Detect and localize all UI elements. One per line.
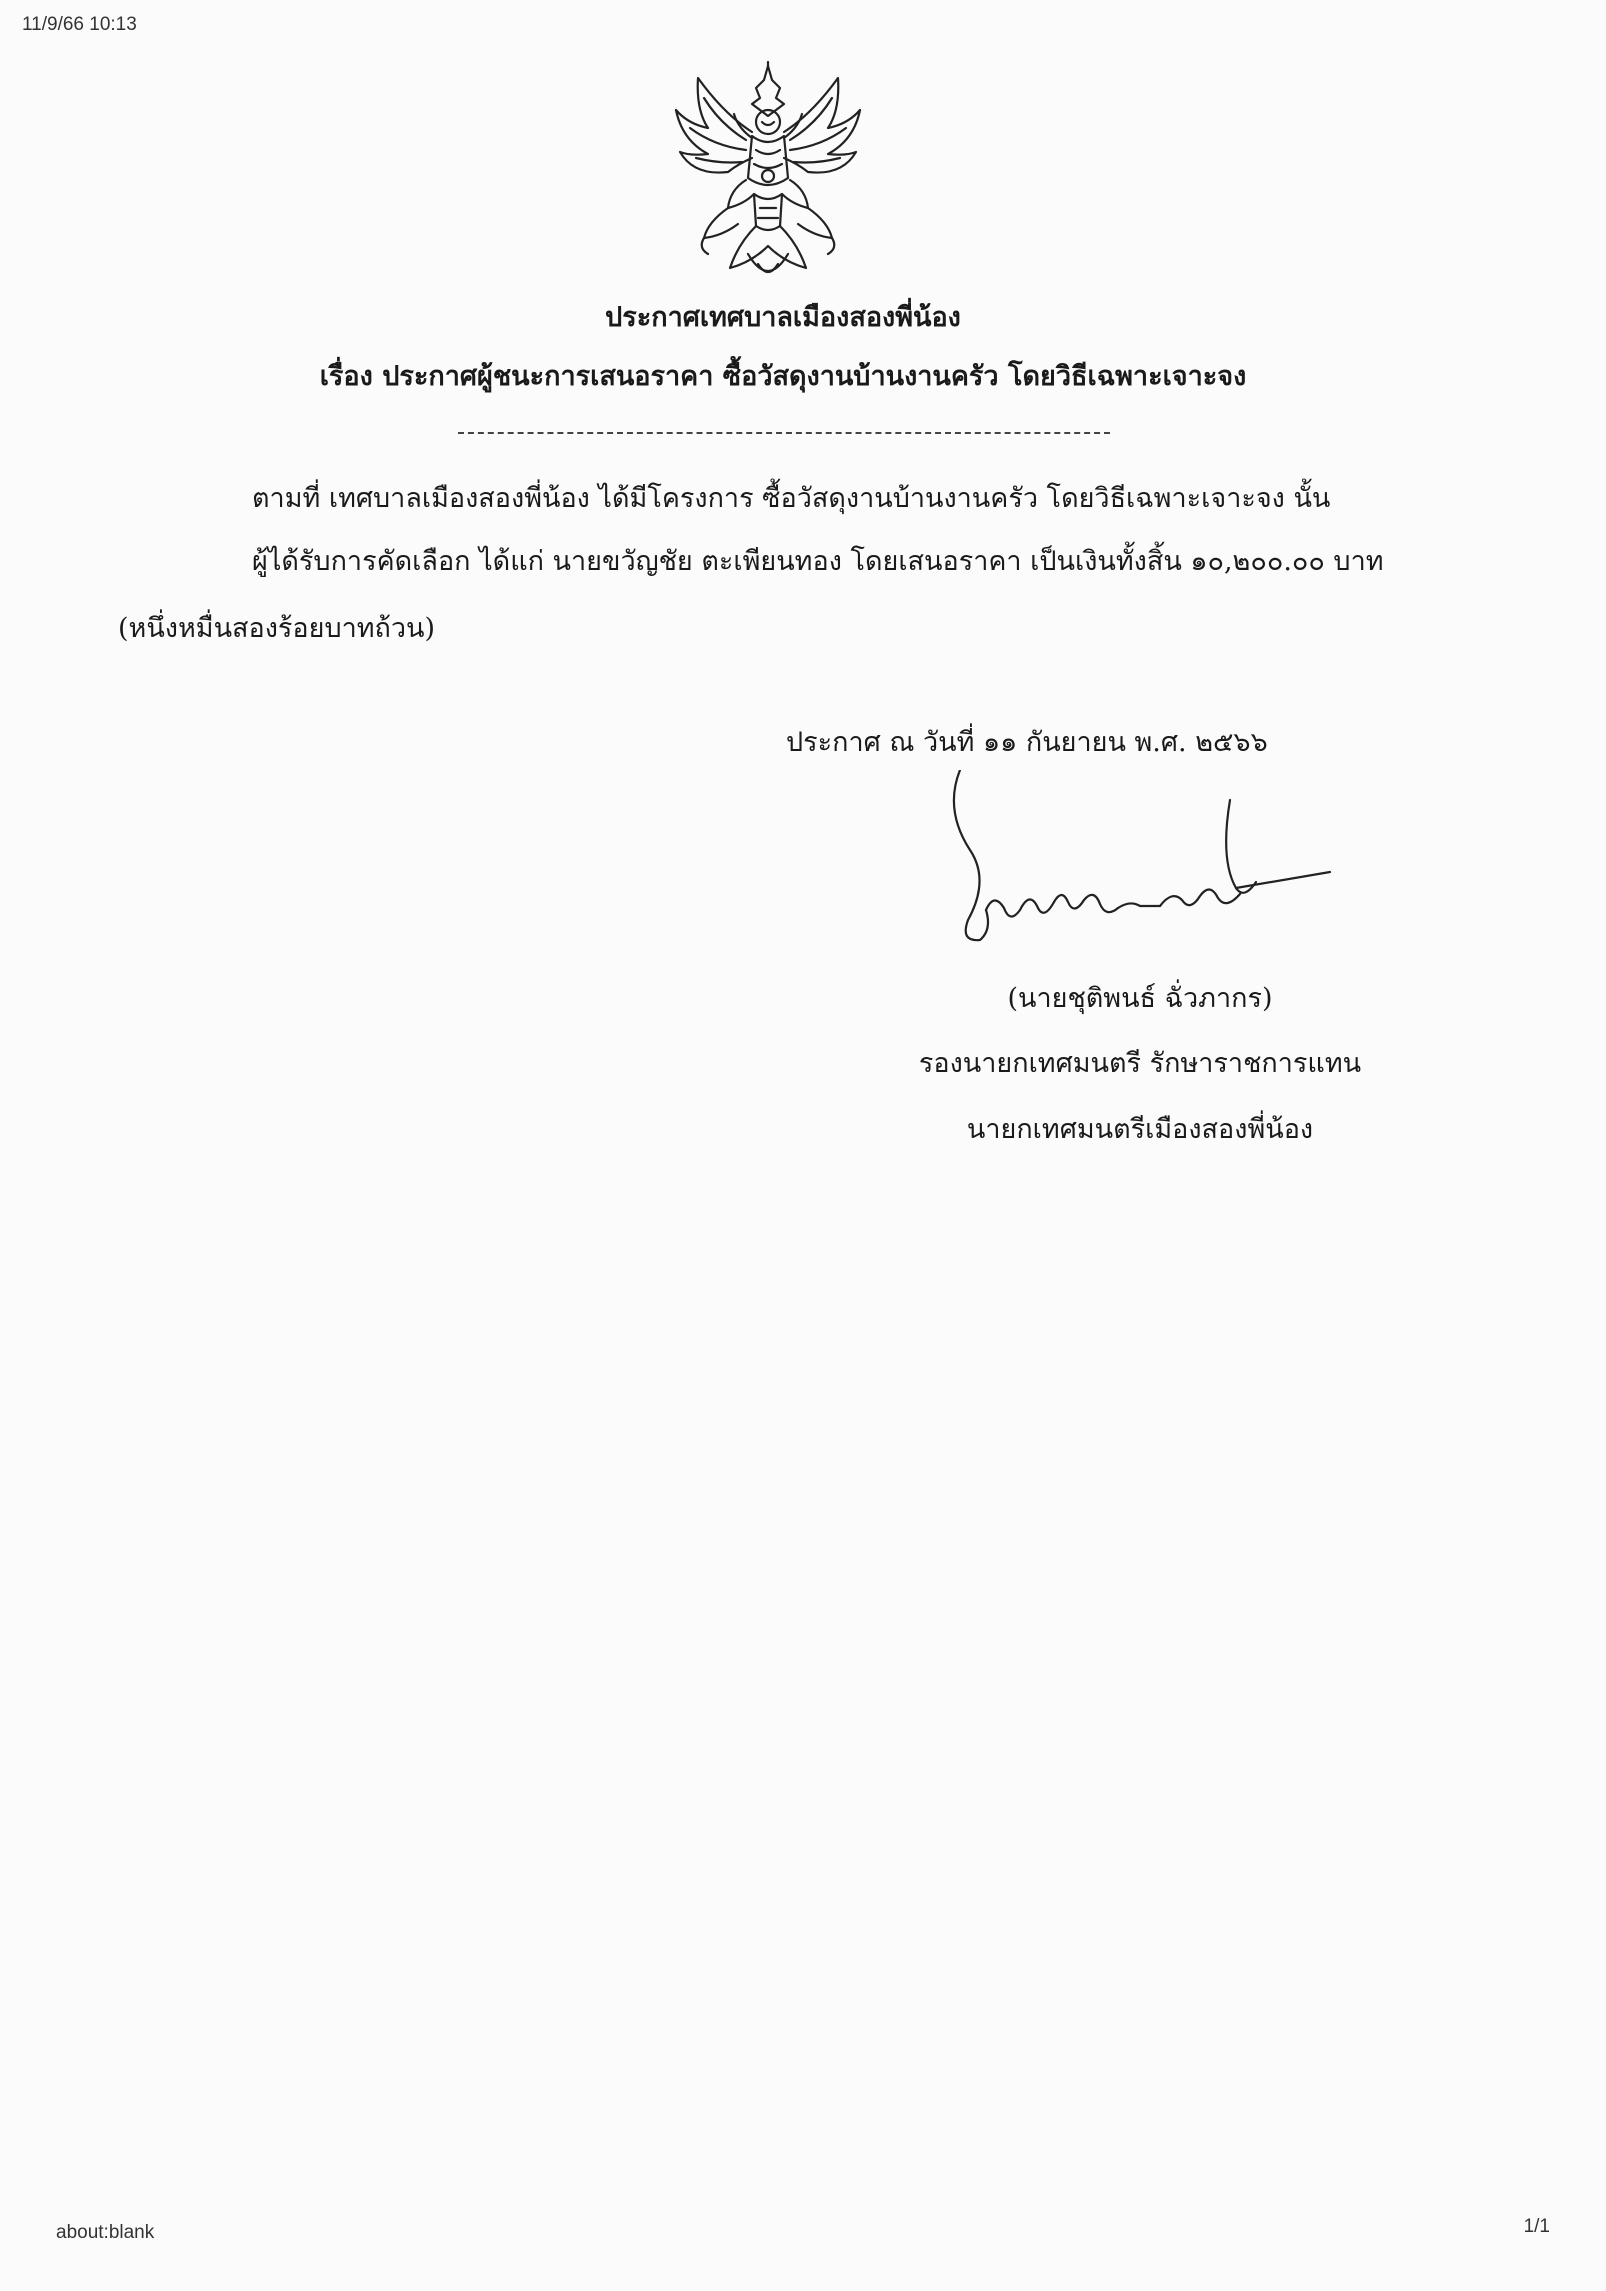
signer-title-line-1: รองนายกเทศมนตรี รักษาราชการแทน xyxy=(918,1048,1362,1079)
garuda-emblem-icon xyxy=(668,58,868,294)
signer-name: (นายชุติพนธ์ ฉั่วภากร) xyxy=(1007,983,1273,1014)
announcement-date: ประกาศ ณ วันที่ ๑๑ กันยายน พ.ศ. ๒๕๖๖ xyxy=(786,727,1268,758)
handwritten-signature xyxy=(950,770,1350,970)
announcement-title: ประกาศเทศบาลเมืองสองพี่น้อง xyxy=(605,302,961,333)
print-timestamp: 11/9/66 10:13 xyxy=(22,14,137,35)
announcement-subject: เรื่อง ประกาศผู้ชนะการเสนอราคา ซื้อวัสดุงานบ้านงานครัว โดยวิธีเฉพาะเจาะจง xyxy=(319,361,1247,392)
print-footer-page-number: 1/1 xyxy=(1523,2216,1550,2237)
separator-line xyxy=(458,432,1110,434)
print-footer-url: about:blank xyxy=(56,2222,155,2243)
body-paragraph-line-2: ผู้ได้รับการคัดเลือก ได้แก่ นายขวัญชัย ตะเพียนทอง โดยเสนอราคา เป็นเงินทั้งสิ้น ๑๐,๒๐๐.๐๐ บาท xyxy=(252,546,1384,577)
signer-title-line-2: นายกเทศมนตรีเมืองสองพี่น้อง xyxy=(966,1114,1314,1145)
body-paragraph-line-1: ตามที่ เทศบาลเมืองสองพี่น้อง ได้มีโครงการ ซื้อวัสดุงานบ้านงานครัว โดยวิธีเฉพาะเจาะจง นั้น xyxy=(252,483,1331,514)
body-paragraph-line-3: (หนึ่งหมื่นสองร้อยบาทถ้วน) xyxy=(118,613,436,644)
